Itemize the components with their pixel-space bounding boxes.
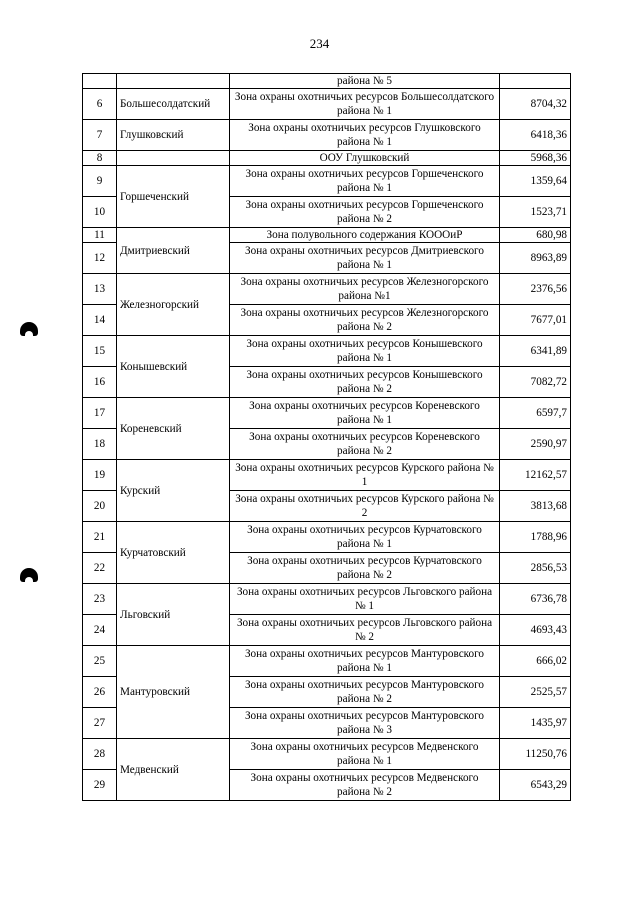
- zone-name-cell: Зона охраны охотничьих ресурсов Дмитриевского района № 1: [230, 243, 500, 274]
- area-cell: 6597,7: [500, 398, 571, 429]
- table-row: [83, 646, 571, 677]
- area-cell: 6736,78: [500, 584, 571, 615]
- area-cell: 11250,76: [500, 739, 571, 770]
- table-row: [83, 398, 571, 429]
- row-number: 9: [83, 166, 117, 197]
- area-cell: 6418,36: [500, 120, 571, 151]
- district-cell: Мантуровский: [117, 646, 230, 739]
- row-number: 27: [83, 708, 117, 739]
- area-cell: 666,02: [500, 646, 571, 677]
- zone-name-cell: Зона охраны охотничьих ресурсов Железногорского района №1: [230, 274, 500, 305]
- table-row: [83, 739, 571, 770]
- row-number: 20: [83, 491, 117, 522]
- area-cell: 2376,56: [500, 274, 571, 305]
- zone-name-cell: Зона охраны охотничьих ресурсов Медвенского района № 1: [230, 739, 500, 770]
- row-number: 29: [83, 770, 117, 801]
- zone-name-cell: Зона охраны охотничьих ресурсов Мантуровского района № 3: [230, 708, 500, 739]
- zone-name-cell: Зона охраны охотничьих ресурсов Горшеченского района № 1: [230, 166, 500, 197]
- area-cell: 4693,43: [500, 615, 571, 646]
- area-cell: 7677,01: [500, 305, 571, 336]
- zone-name-cell: Зона охраны охотничьих ресурсов Курского района № 1: [230, 460, 500, 491]
- table-row: [83, 151, 571, 166]
- area-cell: 8704,32: [500, 89, 571, 120]
- district-cell: Горшеченский: [117, 166, 230, 228]
- zone-name-cell: Зона охраны охотничьих ресурсов Льговского района № 1: [230, 584, 500, 615]
- district-cell: Дмитриевский: [117, 228, 230, 274]
- area-cell: 2525,57: [500, 677, 571, 708]
- zone-name-cell: Зона охраны охотничьих ресурсов Кореневского района № 2: [230, 429, 500, 460]
- row-number: 24: [83, 615, 117, 646]
- table-row: [83, 522, 571, 553]
- area-cell: 7082,72: [500, 367, 571, 398]
- zone-name-cell: Зона полувольного содержания КОООиР: [230, 228, 500, 243]
- district-cell: Кореневский: [117, 398, 230, 460]
- table-row: [83, 166, 571, 197]
- table-row: [83, 74, 571, 89]
- district-cell: Курчатовский: [117, 522, 230, 584]
- district-cell: [117, 151, 230, 166]
- table-row: [83, 89, 571, 120]
- row-number: 15: [83, 336, 117, 367]
- row-number: 16: [83, 367, 117, 398]
- zone-name-cell: Зона охраны охотничьих ресурсов Конышевского района № 2: [230, 367, 500, 398]
- row-number: 6: [83, 89, 117, 120]
- area-cell: 5968,36: [500, 151, 571, 166]
- area-cell: 2856,53: [500, 553, 571, 584]
- district-cell: Медвенский: [117, 739, 230, 801]
- row-number: 14: [83, 305, 117, 336]
- row-number: 17: [83, 398, 117, 429]
- area-cell: 1788,96: [500, 522, 571, 553]
- row-number: 23: [83, 584, 117, 615]
- row-number: 19: [83, 460, 117, 491]
- hunting-zones-table: [82, 73, 571, 801]
- punch-hole-mark: [20, 568, 38, 582]
- zone-name-cell: ООУ Глушковский: [230, 151, 500, 166]
- zone-name-cell: Зона охраны охотничьих ресурсов Большесолдатского района № 1: [230, 89, 500, 120]
- area-cell: 12162,57: [500, 460, 571, 491]
- area-cell: 6543,29: [500, 770, 571, 801]
- district-cell: [117, 74, 230, 89]
- table-body: [83, 74, 571, 801]
- area-cell: 1523,71: [500, 197, 571, 228]
- zone-name-cell: Зона охраны охотничьих ресурсов Курчатовского района № 2: [230, 553, 500, 584]
- row-number: 10: [83, 197, 117, 228]
- table-row: [83, 336, 571, 367]
- row-number: 11: [83, 228, 117, 243]
- table-row: [83, 274, 571, 305]
- district-cell: Глушковский: [117, 120, 230, 151]
- row-number: 21: [83, 522, 117, 553]
- row-number: 12: [83, 243, 117, 274]
- zone-name-cell: Зона охраны охотничьих ресурсов Курского района № 2: [230, 491, 500, 522]
- area-cell: 680,98: [500, 228, 571, 243]
- zone-name-cell: Зона охраны охотничьих ресурсов Железногорского района № 2: [230, 305, 500, 336]
- table-row: [83, 584, 571, 615]
- row-number: 28: [83, 739, 117, 770]
- zone-name-cell: Зона охраны охотничьих ресурсов Мантуровского района № 1: [230, 646, 500, 677]
- zone-name-cell: Зона охраны охотничьих ресурсов Глушковского района № 1: [230, 120, 500, 151]
- row-number: 8: [83, 151, 117, 166]
- table-row: [83, 120, 571, 151]
- punch-hole-mark: [20, 322, 38, 336]
- district-cell: Курский: [117, 460, 230, 522]
- table-row: [83, 228, 571, 243]
- zone-name-cell: района № 5: [230, 74, 500, 89]
- page-number: 234: [309, 36, 330, 51]
- row-number: 26: [83, 677, 117, 708]
- row-number: 7: [83, 120, 117, 151]
- zone-name-cell: Зона охраны охотничьих ресурсов Кореневского района № 1: [230, 398, 500, 429]
- zone-name-cell: Зона охраны охотничьих ресурсов Конышевского района № 1: [230, 336, 500, 367]
- zone-name-cell: Зона охраны охотничьих ресурсов Курчатовского района № 1: [230, 522, 500, 553]
- district-cell: Льговский: [117, 584, 230, 646]
- area-cell: 3813,68: [500, 491, 571, 522]
- zone-name-cell: Зона охраны охотничьих ресурсов Льговского района № 2: [230, 615, 500, 646]
- row-number: 18: [83, 429, 117, 460]
- district-cell: Конышевский: [117, 336, 230, 398]
- row-number: 13: [83, 274, 117, 305]
- district-cell: Железногорский: [117, 274, 230, 336]
- zone-name-cell: Зона охраны охотничьих ресурсов Мантуровского района № 2: [230, 677, 500, 708]
- area-cell: 6341,89: [500, 336, 571, 367]
- area-cell: 2590,97: [500, 429, 571, 460]
- zone-name-cell: Зона охраны охотничьих ресурсов Медвенского района № 2: [230, 770, 500, 801]
- area-cell: 8963,89: [500, 243, 571, 274]
- area-cell: [500, 74, 571, 89]
- zone-name-cell: Зона охраны охотничьих ресурсов Горшеченского района № 2: [230, 197, 500, 228]
- row-number: [83, 74, 117, 89]
- row-number: 25: [83, 646, 117, 677]
- area-cell: 1435,97: [500, 708, 571, 739]
- row-number: 22: [83, 553, 117, 584]
- district-cell: Большесолдатский: [117, 89, 230, 120]
- area-cell: 1359,64: [500, 166, 571, 197]
- table-row: [83, 460, 571, 491]
